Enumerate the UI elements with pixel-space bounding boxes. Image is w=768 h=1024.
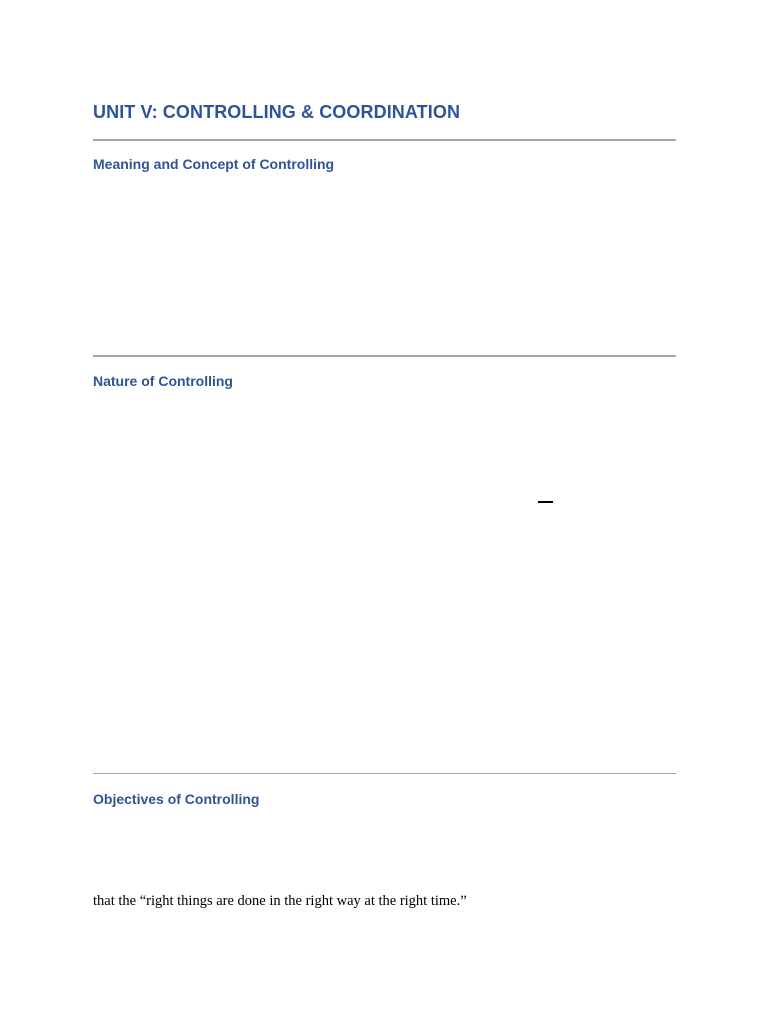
section-divider (93, 355, 676, 357)
title-divider (93, 139, 676, 141)
section-divider (93, 773, 676, 774)
unit-title: UNIT V: CONTROLLING & COORDINATION (93, 102, 461, 122)
section-heading-objectives: Objectives of Controlling (93, 791, 260, 807)
body-paragraph-line: that the “right things are done in the right way at the right time.” (93, 893, 467, 909)
dash-mark (538, 501, 553, 503)
section-heading-nature: Nature of Controlling (93, 373, 233, 389)
section-heading-meaning: Meaning and Concept of Controlling (93, 156, 335, 172)
